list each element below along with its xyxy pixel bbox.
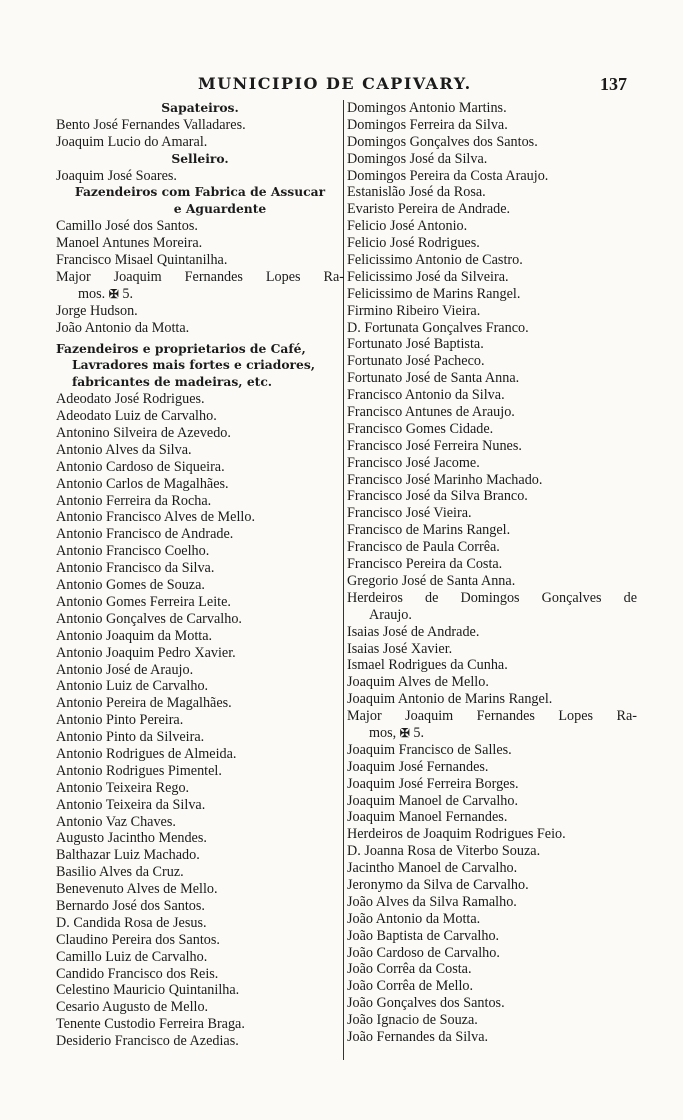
list-item: Bernardo José dos Santos. <box>56 897 205 914</box>
list-item: Joaquim Manoel de Carvalho. <box>347 792 518 809</box>
list-item: Antonio Carlos de Magalhães. <box>56 475 229 492</box>
list-item: Jacintho Manoel de Carvalho. <box>347 860 518 877</box>
section-heading-fazendeiros: Fazendeiros com Fabrica de Assucar <box>74 184 326 200</box>
right-list-a <box>347 100 637 590</box>
list-item: Camillo Luiz de Carvalho. <box>56 948 208 965</box>
list-item: Antonio Francisco da Silva. <box>56 560 215 577</box>
list-item: Francisco Pereira da Costa. <box>347 556 503 573</box>
list-item: Domingos José da Silva. <box>347 150 488 167</box>
cafe-list <box>56 391 344 1050</box>
fazendeiros-list <box>56 218 344 336</box>
list-item: Domingos Pereira da Costa Araujo. <box>347 167 549 184</box>
list-item: Antonio Ferreira da Rocha. <box>56 492 212 509</box>
list-item: Fortunato José Pacheco. <box>347 353 485 370</box>
list-item: Francisco Antunes de Araujo. <box>347 404 515 421</box>
list-item: Domingos Gonçalves dos Santos. <box>347 133 538 150</box>
list-item: João Antonio da Motta. <box>56 319 190 336</box>
list-item-text: 5. <box>413 724 424 741</box>
list-item: Desiderio Francisco de Azedias. <box>56 1033 239 1050</box>
list-item: Antonio Gonçalves de Carvalho. <box>56 610 242 627</box>
list-item: João Antonio da Motta. <box>347 910 481 927</box>
list-item: Francisco José Marinho Machado. <box>347 471 543 488</box>
list-item: Antonio Vaz Chaves. <box>56 813 176 830</box>
list-item: Joaquim Francisco de Salles. <box>347 741 512 758</box>
list-item: Antonio Joaquim da Motta. <box>56 627 213 644</box>
list-item: Gregorio José de Santa Anna. <box>347 572 516 589</box>
list-item: D. Fortunata Gonçalves Franco. <box>347 319 529 336</box>
list-item: Camillo José dos Santos. <box>56 218 198 235</box>
list-item: João Fernandes da Silva. <box>347 1028 489 1045</box>
list-item: Jorge Hudson. <box>56 302 138 319</box>
list-item: Antonio Rodrigues de Almeida. <box>56 745 237 762</box>
list-item: Antonio Alves da Silva. <box>56 441 192 458</box>
list-item: João Corrêa da Costa. <box>347 961 472 978</box>
list-item: João Cardoso de Carvalho. <box>347 944 500 961</box>
list-item: Cesario Augusto de Mello. <box>56 999 209 1016</box>
decoration-mark-icon: ✠ <box>108 286 119 301</box>
right-list-b <box>347 624 637 708</box>
decoration-mark-icon: ✠ <box>399 725 410 740</box>
list-item: Evaristo Pereira de Andrade. <box>347 201 511 218</box>
list-item: Francisco Antonio da Silva. <box>347 387 505 404</box>
list-item: Antonio Francisco Alves de Mello. <box>56 509 255 526</box>
list-item: Ismael Rodrigues da Cunha. <box>347 657 508 674</box>
list-item: Felicissimo de Marins Rangel. <box>347 285 521 302</box>
list-item: Joaquim Lucio do Amaral. <box>56 133 208 150</box>
list-item: Joaquim Alves de Mello. <box>347 674 489 691</box>
list-item: Major Joaquim Fernandes Lopes Ra- <box>56 268 344 285</box>
list-item: Antonio Joaquim Pedro Xavier. <box>56 644 236 661</box>
list-item: Felicissimo José da Silveira. <box>347 268 509 285</box>
list-item: Candido Francisco dos Reis. <box>56 965 219 982</box>
section-heading-cafe: Fazendeiros e proprietarios de Café, <box>56 340 306 356</box>
list-item: Felicio José Antonio. <box>347 218 468 235</box>
list-item: Felicio José Rodrigues. <box>347 235 480 252</box>
list-item: Antonio Francisco de Andrade. <box>56 526 234 543</box>
right-column <box>347 100 637 1046</box>
list-item: Joaquim Antonio de Marins Rangel. <box>347 691 553 708</box>
list-item: João Alves da Silva Ramalho. <box>347 893 517 910</box>
list-item: Jeronymo da Silva de Carvalho. <box>347 876 529 893</box>
list-item: Firmino Ribeiro Vieira. <box>347 302 481 319</box>
list-item: Tenente Custodio Ferreira Braga. <box>56 1016 245 1033</box>
page-number: 137 <box>600 74 627 94</box>
list-item: Francisco José Vieira. <box>347 505 472 522</box>
section-heading-selleiro: Selleiro. <box>171 150 229 166</box>
list-item: Antonio Gomes Ferreira Leite. <box>56 593 231 610</box>
list-item-continuation <box>347 725 637 742</box>
list-item: D. Candida Rosa de Jesus. <box>56 914 207 931</box>
list-item-continuation: Araujo. <box>369 606 412 623</box>
list-item: Manoel Antunes Moreira. <box>56 235 203 252</box>
list-item: Domingos Ferreira da Silva. <box>347 116 508 133</box>
list-item: Fortunato José Baptista. <box>347 336 484 353</box>
list-item: Antonio Teixeira Rego. <box>56 779 190 796</box>
list-item: Antonio Pinto da Silveira. <box>56 729 205 746</box>
list-item-continuation <box>56 286 344 303</box>
list-item: Domingos Antonio Martins. <box>347 100 507 116</box>
list-item: Major Joaquim Fernandes Lopes Ra- <box>347 708 637 725</box>
list-item: Antonio Francisco Coelho. <box>56 543 210 560</box>
list-item: Felicissimo Antonio de Castro. <box>347 252 523 269</box>
list-item: João Corrêa de Mello. <box>347 978 474 995</box>
list-item: Joaquim José Ferreira Borges. <box>347 775 519 792</box>
section-heading-cafe-cont: fabricantes de madeiras, etc. <box>72 374 273 390</box>
list-item: Antonio Gomes de Souza. <box>56 577 205 594</box>
page-header <box>0 74 683 96</box>
list-item: Bento José Fernandes Valladares. <box>56 116 246 133</box>
list-item-text: mos. <box>78 285 106 302</box>
list-item: Antonio Pinto Pereira. <box>56 712 184 729</box>
list-item-text: 5. <box>122 285 133 302</box>
list-item: Joaquim José Fernandes. <box>347 758 489 775</box>
list-item: Antonio Cardoso de Siqueira. <box>56 458 225 475</box>
list-item: Francisco José da Silva Branco. <box>347 488 528 505</box>
list-item: Antonio Rodrigues Pimentel. <box>56 762 222 779</box>
list-item: João Gonçalves dos Santos. <box>347 995 505 1012</box>
list-item: Antonio Pereira de Magalhães. <box>56 695 232 712</box>
list-item: João Ignacio de Souza. <box>347 1012 478 1029</box>
list-item: Adeodato José Rodrigues. <box>56 391 205 408</box>
list-item: Joaquim Manoel Fernandes. <box>347 809 508 826</box>
list-item: Herdeiros de Domingos Gonçalves de <box>347 589 637 606</box>
right-list-c <box>347 742 637 1046</box>
list-item: Claudino Pereira dos Santos. <box>56 931 220 948</box>
page-title: MUNICIPIO DE CAPIVARY. <box>198 74 472 93</box>
list-item: Antonio José de Araujo. <box>56 661 194 678</box>
list-item: Francisco José Ferreira Nunes. <box>347 437 522 454</box>
list-item: Estanislão José da Rosa. <box>347 184 486 201</box>
list-item: Francisco de Paula Corrêa. <box>347 539 500 556</box>
list-item: Fortunato José de Santa Anna. <box>347 370 520 387</box>
list-item: Benevenuto Alves de Mello. <box>56 881 218 898</box>
list-item: Adeodato Luiz de Carvalho. <box>56 408 217 425</box>
list-item: Antonio Teixeira da Silva. <box>56 796 206 813</box>
list-item: Basilio Alves da Cruz. <box>56 864 184 881</box>
list-item: Francisco Misael Quintanilha. <box>56 252 228 269</box>
list-item: Francisco Gomes Cidade. <box>347 420 494 437</box>
list-item: Francisco de Marins Rangel. <box>347 522 511 539</box>
list-item: Balthazar Luiz Machado. <box>56 847 200 864</box>
list-item: Isaias José Xavier. <box>347 640 453 657</box>
list-item: Augusto Jacintho Mendes. <box>56 830 207 847</box>
list-item: Herdeiros de Joaquim Rodrigues Feio. <box>347 826 566 843</box>
list-item: Francisco José Jacome. <box>347 454 480 471</box>
list-item: Celestino Mauricio Quintanilha. <box>56 982 240 999</box>
section-heading-sapateiros: Sapateiros. <box>161 100 239 115</box>
list-item: João Baptista de Carvalho. <box>347 927 500 944</box>
list-item: Joaquim José Soares. <box>56 167 177 184</box>
section-heading-fazendeiros-cont: e Aguardente <box>173 201 267 217</box>
list-item: D. Joanna Rosa de Viterbo Souza. <box>347 843 541 860</box>
list-item: Antonino Silveira de Azevedo. <box>56 425 231 442</box>
left-column <box>56 100 344 1050</box>
list-item: Isaias José de Andrade. <box>347 623 480 640</box>
list-item-text: mos, <box>369 724 397 741</box>
list-item: Antonio Luiz de Carvalho. <box>56 678 209 695</box>
sapateiros-list <box>56 117 344 151</box>
section-heading-cafe-cont: Lavradores mais fortes e criadores, <box>72 357 316 373</box>
